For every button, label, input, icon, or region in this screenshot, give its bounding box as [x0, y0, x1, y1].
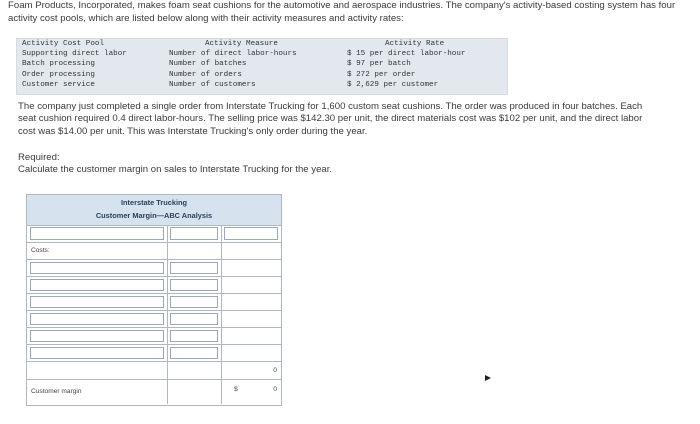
required-heading: Required:	[18, 152, 60, 163]
rates-row	[17, 70, 507, 80]
cost-label-input[interactable]	[30, 262, 164, 274]
cost-pool-cell: Batch processing	[22, 60, 95, 69]
cost-pool-cell: Order processing	[22, 70, 95, 79]
costs-label: Costs:	[31, 247, 50, 254]
total-cell	[221, 260, 281, 276]
activity-rate-cell: $ 2,629 per customer	[347, 80, 439, 89]
customer-margin-value: 0	[273, 386, 277, 393]
total-cell	[221, 380, 281, 404]
margin-currency: $	[234, 386, 238, 393]
rates-row	[17, 49, 507, 59]
activity-rate-cell: $ 272 per order	[347, 70, 416, 79]
worksheet-title: Interstate Trucking	[120, 198, 188, 207]
amount-cell	[167, 294, 222, 310]
total-costs-row	[27, 362, 281, 380]
label-cell	[27, 294, 168, 310]
customer-margin-worksheet	[26, 194, 282, 406]
cost-amount-input[interactable]	[170, 330, 218, 342]
amount-cell	[167, 362, 222, 379]
problem-intro: Foam Products, Incorporated, makes foam seat cushions for the automotive and aerospace industries. The company's activity-based costing system has four activity cost pools, which are listed below along with their activity measures and activity rates:	[8, 0, 676, 24]
worksheet-subtitle: Customer Margin—ABC Analysis	[95, 211, 213, 220]
mouse-cursor-icon	[485, 375, 491, 381]
cost-pool-cell: Supporting direct labor	[22, 50, 127, 59]
cost-amount-input[interactable]	[170, 347, 218, 359]
total-costs-value: 0	[273, 367, 277, 374]
costs-heading-row	[27, 243, 281, 260]
label-cell	[27, 243, 168, 259]
cost-line-row	[27, 328, 281, 345]
total-cell	[221, 362, 281, 379]
total-cell	[221, 277, 281, 293]
label-cell	[27, 362, 168, 379]
cost-line-row	[27, 311, 281, 328]
customer-margin-row	[27, 380, 281, 404]
cost-amount-input[interactable]	[170, 262, 218, 274]
cost-line-row	[27, 277, 281, 294]
required-instruction: Calculate the customer margin on sales to Interstate Trucking for the year.	[18, 164, 333, 175]
label-cell	[27, 260, 168, 276]
activity-measure-cell: Number of direct labor-hours	[169, 50, 297, 59]
total-cell	[221, 345, 281, 361]
amount-input[interactable]	[170, 227, 218, 240]
amount-cell	[167, 260, 222, 276]
amount-cell	[167, 328, 222, 344]
activity-measure-cell: Number of orders	[169, 70, 242, 79]
cost-pool-cell: Customer service	[22, 80, 95, 89]
label-cell	[27, 277, 168, 293]
activity-rates-table	[16, 38, 508, 95]
activity-measure-cell: Number of batches	[169, 60, 247, 69]
cost-line-row	[27, 345, 281, 362]
cost-label-input[interactable]	[30, 330, 164, 342]
cost-line-row	[27, 294, 281, 311]
total-cell	[221, 243, 281, 259]
activity-rate-cell: $ 15 per direct labor-hour	[347, 50, 466, 59]
order-details-paragraph: The company just completed a single order from Interstate Trucking for 1,600 custom seat cushions. The order was produced in four batches. Each seat cushion required 0.4 direct labor-hours. The selling price was $142.30 per unit, the direct materials cost was $102 per unit, and the direct labor cost was $14.00 per unit. This was Interstate Trucking's only order during the year.	[18, 101, 643, 137]
total-cell	[221, 294, 281, 310]
label-cell	[27, 225, 168, 242]
label-cell	[27, 311, 168, 327]
label-cell	[27, 328, 168, 344]
worksheet-header	[27, 195, 281, 226]
row-label-input[interactable]	[30, 227, 164, 240]
rates-row	[17, 80, 507, 90]
rates-row	[17, 59, 507, 69]
amount-cell	[167, 277, 222, 293]
amount-cell	[167, 243, 222, 259]
worksheet-row	[27, 225, 281, 243]
cost-label-input[interactable]	[30, 347, 164, 359]
cost-label-input[interactable]	[30, 279, 164, 291]
cost-amount-input[interactable]	[170, 313, 218, 325]
cost-amount-input[interactable]	[170, 296, 218, 308]
cost-label-input[interactable]	[30, 313, 164, 325]
total-input[interactable]	[224, 227, 278, 240]
amount-cell	[167, 345, 222, 361]
cost-amount-input[interactable]	[170, 279, 218, 291]
cost-line-row	[27, 260, 281, 277]
total-cell	[221, 311, 281, 327]
activity-measure-cell: Number of customers	[169, 80, 256, 89]
label-cell	[27, 380, 168, 404]
cost-label-input[interactable]	[30, 296, 164, 308]
header-activity-rate: Activity Rate	[385, 40, 445, 48]
label-cell	[27, 345, 168, 361]
amount-cell	[167, 380, 222, 404]
rates-header-row	[17, 39, 507, 49]
amount-cell	[167, 311, 222, 327]
header-activity-measure: Activity Measure	[205, 40, 278, 48]
header-cost-pool: Activity Cost Pool	[22, 40, 105, 48]
total-cell	[221, 225, 281, 242]
amount-cell	[167, 225, 222, 242]
activity-rate-cell: $ 97 per batch	[347, 60, 411, 69]
customer-margin-label: Customer margin	[31, 388, 82, 395]
total-cell	[221, 328, 281, 344]
